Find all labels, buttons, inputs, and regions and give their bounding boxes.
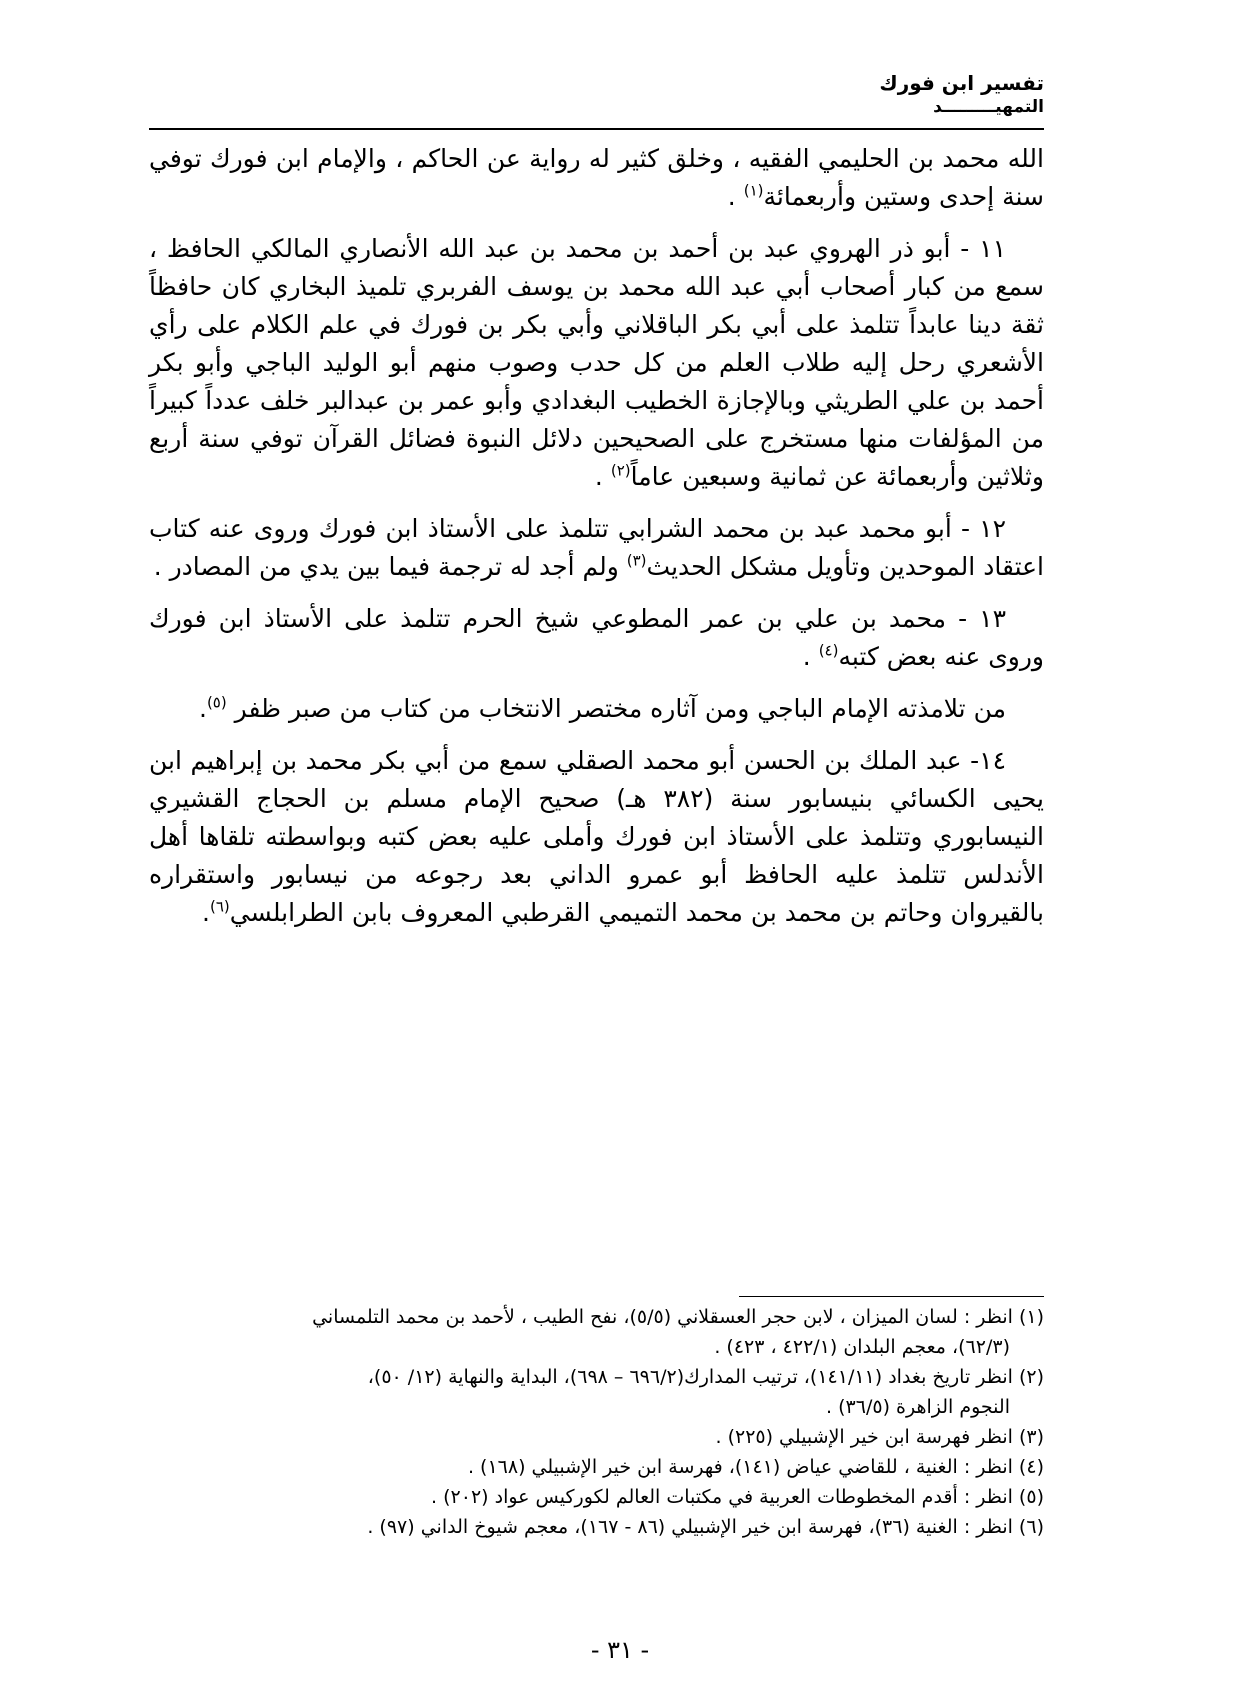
footnote-6: (٦) انظر : الغنية (٣٦)، فهرسة ابن خير الإشبيلي (٨٦ - ١٦٧)، معجم شيوخ الداني (٩٧) . — [367, 1516, 1044, 1538]
paragraph-5: من تلامذته الإمام الباجي ومن آثاره مختصر الانتخاب من كتاب من صبر ظفر $^{(٥)}$. — [198, 693, 1006, 723]
footnote-4: (٤) انظر : الغنية ، للقاضي عياض (١٤١)، فهرسة ابن خير الإشبيلي (١٦٨) . — [467, 1456, 1044, 1478]
footnotes — [149, 1302, 1044, 1542]
paragraph-2: ١١ - أبو ذر الهروي عبد بن أحمد بن محمد بن عبد الله الأنصاري المالكي الحافظ ، سمع من كبار أصحاب أبي عبد الله محمد بن يوسف الفربري تلميذ البخاري كان حافظاً ثقة دينا عابداً تتلمذ على أبي بكر الباقلاني وأبي بكر بن فورك في علم الكلام على رأي الأشعري رحل إليه طلاب العلم من كل حدب وصوب منهم أبو الوليد الباجي وأبو بكر أحمد بن علي الطريثي وبالإجازة الخطيب البغدادي وأبو عمر بن عبدالبر خلف عدداً كبيراً من المؤلفات منها مستخرج على الصحيحين دلائل النبوة فضائل القرآن توفي سنة أربع وثلاثين وأربعمائة عن ثمانية وسبعين عاماً$^{(٢)}$ . — [149, 234, 1044, 491]
paragraph-1: الله محمد بن الحليمي الفقيه ، وخلق كثير له رواية عن الحاكم ، والإمام ابن فورك توفي سنة إحدى وستين وأربعمائة$^{(١)}$ . — [149, 144, 1044, 211]
footnote-5: (٥) انظر : أقدم المخطوطات العربية في مكتبات العالم لكوركيس عواد (٢٠٢) . — [431, 1486, 1044, 1508]
footnote-ref-2: (٢) — [610, 461, 631, 480]
footnote-ref-5: (٥) — [206, 693, 227, 712]
footnote-2: (٢) انظر تاريخ بغداد (١٤١/١١)، ترتيب المدارك(٦٩٦/٢ – ٦٩٨)، البداية والنهاية (١٢/ ٥٠)، النجوم الزاهرة (٣٦/٥) . — [367, 1366, 1044, 1418]
section-title: التمهيـــــــــد — [933, 97, 1044, 117]
paragraph-3: ١٢ - أبو محمد عبد بن محمد الشرابي تتلمذ على الأستاذ ابن فورك وروى عنه كتاب اعتقاد الموحدين وتأويل مشكل الحديث$^{(٣)}$ ولم أجد له ترجمة فيما بين يدي من المصادر . — [149, 514, 1044, 581]
footnote-3: (٣) انظر فهرسة ابن خير الإشبيلي (٢٢٥) . — [715, 1426, 1044, 1448]
footnote-1: (١) انظر : لسان الميزان ، لابن حجر العسقلاني (٥/٥)، نفح الطيب ، لأحمد بن محمد التلمساني (٦٢/٣)، معجم البلدان (٤٢٢/١ ، ٤٢٣) . — [312, 1306, 1044, 1358]
footnote-separator — [739, 1296, 1044, 1297]
header-rule — [149, 128, 1044, 130]
footnote-ref-1: (١) — [743, 181, 764, 200]
footnote-ref-6: (٦) — [209, 897, 230, 916]
book-title: تفسير ابن فورك — [879, 71, 1044, 95]
paragraph-4: ١٣ - محمد بن علي بن عمر المطوعي شيخ الحرم تتلمذ على الأستاذ ابن فورك وروى عنه بعض كتبه$^{(٤)}$ . — [149, 604, 1044, 671]
main-text — [149, 140, 1044, 946]
running-header — [144, 70, 1044, 118]
paragraph-6: ١٤- عبد الملك بن الحسن أبو محمد الصقلي سمع من أبي بكر محمد بن إبراهيم ابن يحيى الكسائي بنيسابور سنة (٣٨٢ هـ) صحيح الإمام مسلم بن الحجاج القشيري النيسابوري وتتلمذ على الأستاذ ابن فورك وأملى عليه بعض كتبه وبواسطته تلقاها أهل الأندلس تتلمذ عليه الحافظ أبو عمرو الداني بعد رجوعه من نيسابور واستقراره بالقيروان وحاتم بن محمد بن محمد التميمي القرطبي المعروف بابن الطرابلسي$^{(٦)}$. — [149, 746, 1044, 927]
page-number: - ٣١ - — [590, 1636, 650, 1664]
footnote-ref-3: (٣) — [626, 551, 647, 570]
footnote-ref-4: (٤) — [818, 641, 839, 660]
